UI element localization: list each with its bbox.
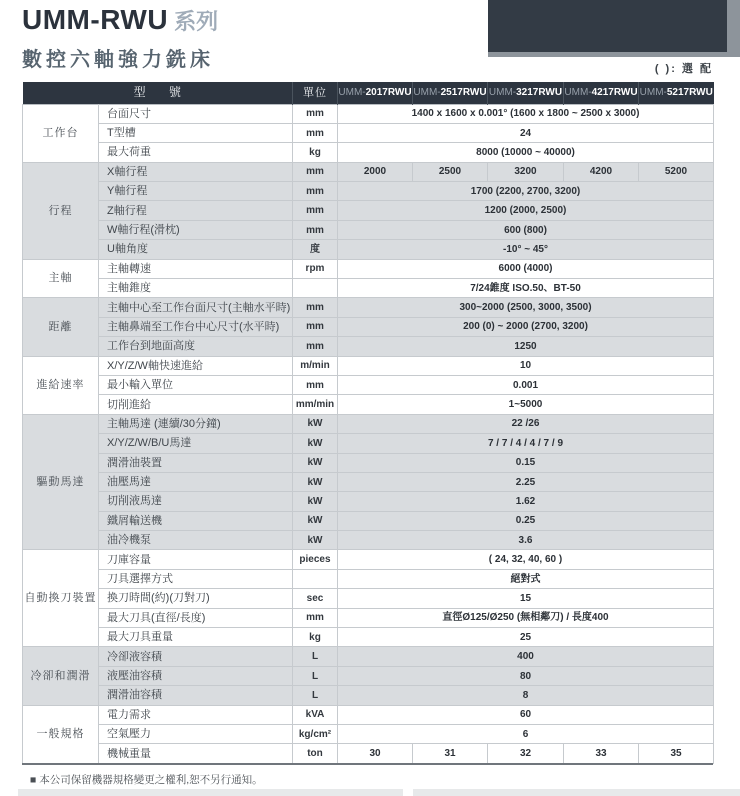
spec-row xyxy=(23,647,714,666)
spec-name-cell: 最小輸入單位 xyxy=(99,375,293,394)
model-column-title: 型 號 xyxy=(23,82,293,104)
unit-cell: kW xyxy=(293,511,338,530)
unit-cell: kg/cm² xyxy=(293,725,338,744)
spec-row xyxy=(23,531,714,550)
spec-name-cell: 電力需求 xyxy=(99,705,293,724)
spec-row xyxy=(23,589,714,608)
value-cell-span: 15 xyxy=(338,589,714,608)
model-prefix: UMM- xyxy=(488,87,517,99)
unit-cell: L xyxy=(293,686,338,705)
spec-name-cell: X/Y/Z/W/B/U馬達 xyxy=(99,434,293,453)
value-cell: 2000 xyxy=(338,162,413,181)
unit-cell: rpm xyxy=(293,259,338,278)
spec-name-cell: 刀庫容量 xyxy=(99,550,293,569)
spec-name-cell: 油壓馬達 xyxy=(99,472,293,491)
spec-name-cell: 空氣壓力 xyxy=(99,725,293,744)
unit-cell: mm xyxy=(293,182,338,201)
group-label-cell: 行程 xyxy=(23,162,99,259)
unit-cell: sec xyxy=(293,589,338,608)
group-label-cell: 工作台 xyxy=(23,104,99,162)
value-cell-span: 1400 x 1600 x 0.001° (1600 x 1800 ~ 2500 x 3000) xyxy=(338,104,714,123)
spec-row xyxy=(23,259,714,278)
spec-name-cell: 液壓油容積 xyxy=(99,666,293,685)
spec-name-cell: 主軸馬達 (連續/30分鐘) xyxy=(99,414,293,433)
group-label-cell: 驅動馬達 xyxy=(23,414,99,550)
unit-cell: mm xyxy=(293,162,338,181)
value-cell-span: 3.6 xyxy=(338,531,714,550)
unit-cell: pieces xyxy=(293,550,338,569)
spec-name-cell: 冷卻液容積 xyxy=(99,647,293,666)
value-cell: 35 xyxy=(639,744,714,763)
group-label-cell: 距離 xyxy=(23,298,99,356)
value-cell-span: -10° ~ 45° xyxy=(338,240,714,259)
unit-cell: kW xyxy=(293,531,338,550)
spec-row xyxy=(23,472,714,491)
spec-name-cell: 主軸轉速 xyxy=(99,259,293,278)
value-cell-span: 600 (800) xyxy=(338,220,714,239)
unit-cell: kW xyxy=(293,434,338,453)
unit-cell: 度 xyxy=(293,240,338,259)
value-cell-span: 8000 (10000 ~ 40000) xyxy=(338,143,714,162)
spec-row xyxy=(23,375,714,394)
value-cell-span: 絕對式 xyxy=(338,569,714,588)
spec-name-cell: 鐵屑輸送機 xyxy=(99,511,293,530)
spec-row xyxy=(23,104,714,123)
bottom-panel-right xyxy=(413,789,740,796)
model-header-cell xyxy=(338,82,413,104)
value-cell: 32 xyxy=(488,744,564,763)
model-prefix: UMM- xyxy=(338,87,366,99)
unit-cell xyxy=(293,279,338,298)
group-label-cell: 進給速率 xyxy=(23,356,99,414)
unit-cell: L xyxy=(293,666,338,685)
value-cell-span: 200 (0) ~ 2000 (2700, 3200) xyxy=(338,317,714,336)
spec-row xyxy=(23,356,714,375)
spec-row xyxy=(23,279,714,298)
spec-name-cell: 主軸鼻端至工作台中心尺寸(水平時) xyxy=(99,317,293,336)
spec-name-cell: Y軸行程 xyxy=(99,182,293,201)
group-label-cell: 主軸 xyxy=(23,259,99,298)
unit-cell: kVA xyxy=(293,705,338,724)
value-cell: 5200 xyxy=(639,162,714,181)
value-cell: 30 xyxy=(338,744,413,763)
model-header-cell xyxy=(639,82,714,104)
unit-cell: kW xyxy=(293,414,338,433)
group-label-cell: 冷卻和潤滑 xyxy=(23,647,99,705)
spec-row xyxy=(23,686,714,705)
value-cell-span: 0.25 xyxy=(338,511,714,530)
spec-row xyxy=(23,725,714,744)
bottom-panel-left xyxy=(18,789,403,796)
unit-cell: kW xyxy=(293,492,338,511)
unit-cell: ton xyxy=(293,744,338,763)
value-cell-span: 24 xyxy=(338,123,714,142)
spec-name-cell: X軸行程 xyxy=(99,162,293,181)
spec-name-cell: X/Y/Z/W軸快速進給 xyxy=(99,356,293,375)
value-cell-span: 1700 (2200, 2700, 3200) xyxy=(338,182,714,201)
unit-cell: mm xyxy=(293,298,338,317)
value-cell-span: 10 xyxy=(338,356,714,375)
value-cell: 3200 xyxy=(488,162,564,181)
spec-row xyxy=(23,337,714,356)
model-header-cell xyxy=(413,82,488,104)
spec-row xyxy=(23,550,714,569)
spec-row xyxy=(23,569,714,588)
spec-row xyxy=(23,298,714,317)
spec-row xyxy=(23,744,714,763)
spec-name-cell: 潤滑油裝置 xyxy=(99,453,293,472)
spec-row xyxy=(23,240,714,259)
unit-cell: kW xyxy=(293,472,338,491)
spec-row xyxy=(23,511,714,530)
spec-row xyxy=(23,453,714,472)
spec-row xyxy=(23,492,714,511)
value-cell-span: 直徑Ø125/Ø250 (無相鄰刀) / 長度400 xyxy=(338,608,714,627)
unit-cell: mm xyxy=(293,375,338,394)
spec-name-cell: 切削液馬達 xyxy=(99,492,293,511)
unit-cell: mm xyxy=(293,317,338,336)
model-prefix: UMM- xyxy=(564,87,592,99)
spec-row xyxy=(23,143,714,162)
table-header-row xyxy=(23,82,714,104)
value-cell-span: 7 / 7 / 4 / 4 / 7 / 9 xyxy=(338,434,714,453)
spec-name-cell: 主軸錐度 xyxy=(99,279,293,298)
value-cell-span: 400 xyxy=(338,647,714,666)
model-number: 2017RWU xyxy=(365,87,412,99)
spec-name-cell: 最大刀具(直徑/長度) xyxy=(99,608,293,627)
model-number: 4217RWU xyxy=(591,87,638,99)
unit-cell: kg xyxy=(293,628,338,647)
model-header-cell xyxy=(564,82,639,104)
spec-name-cell: 刀具選擇方式 xyxy=(99,569,293,588)
model-number: 5217RWU xyxy=(666,87,713,99)
table-bottom-rule xyxy=(22,763,713,765)
spec-row xyxy=(23,705,714,724)
spec-name-cell: 最大刀具重量 xyxy=(99,628,293,647)
unit-cell: mm xyxy=(293,104,338,123)
spec-name-cell: 工作台到地面高度 xyxy=(99,337,293,356)
value-cell-span: 1.62 xyxy=(338,492,714,511)
unit-cell: mm/min xyxy=(293,395,338,414)
value-cell-span: 80 xyxy=(338,666,714,685)
spec-row xyxy=(23,220,714,239)
value-cell: 31 xyxy=(413,744,488,763)
series-suffix: 系列 xyxy=(174,9,219,34)
spec-name-cell: 潤滑油容積 xyxy=(99,686,293,705)
value-cell: 33 xyxy=(564,744,639,763)
spec-row xyxy=(23,666,714,685)
value-cell-span: 7/24錐度 ISO.50、BT-50 xyxy=(338,279,714,298)
unit-cell: L xyxy=(293,647,338,666)
model-prefix: UMM- xyxy=(413,87,441,99)
model-header-cell xyxy=(488,82,564,104)
unit-cell: mm xyxy=(293,608,338,627)
spec-row xyxy=(23,123,714,142)
spec-row xyxy=(23,162,714,181)
value-cell-span: 6000 (4000) xyxy=(338,259,714,278)
value-cell: 4200 xyxy=(564,162,639,181)
value-cell-span: 25 xyxy=(338,628,714,647)
model-number: 3217RWU xyxy=(516,87,563,99)
value-cell: 2500 xyxy=(413,162,488,181)
unit-cell: mm xyxy=(293,337,338,356)
value-cell-span: 1~5000 xyxy=(338,395,714,414)
corner-decoration-dark xyxy=(488,0,727,52)
spec-name-cell: T型槽 xyxy=(99,123,293,142)
spec-name-cell: 主軸中心至工作台面尺寸(主軸水平時) xyxy=(99,298,293,317)
spec-row xyxy=(23,608,714,627)
value-cell-span: ( 24, 32, 40, 60 ) xyxy=(338,550,714,569)
spec-name-cell: 換刀時間(約)(刀對刀) xyxy=(99,589,293,608)
value-cell-span: 6 xyxy=(338,725,714,744)
spec-name-cell: W軸行程(滑枕) xyxy=(99,220,293,239)
unit-cell: m/min xyxy=(293,356,338,375)
spec-name-cell: 台面尺寸 xyxy=(99,104,293,123)
corner-decoration-gray xyxy=(488,0,740,57)
value-cell-span: 60 xyxy=(338,705,714,724)
value-cell-span: 2.25 xyxy=(338,472,714,491)
unit-cell: mm xyxy=(293,220,338,239)
unit-cell: kW xyxy=(293,453,338,472)
spec-name-cell: Z軸行程 xyxy=(99,201,293,220)
unit-cell: kg xyxy=(293,143,338,162)
unit-column-title: 單位 xyxy=(293,82,338,104)
spec-name-cell: 切削進給 xyxy=(99,395,293,414)
model-prefix: UMM- xyxy=(639,87,667,99)
unit-cell: mm xyxy=(293,201,338,220)
unit-cell: mm xyxy=(293,123,338,142)
value-cell-span: 300~2000 (2500, 3000, 3500) xyxy=(338,298,714,317)
value-cell-span: 0.001 xyxy=(338,375,714,394)
disclaimer-note: ■ 本公司保留機器規格變更之權利,恕不另行通知。 xyxy=(30,774,263,786)
value-cell-span: 1250 xyxy=(338,337,714,356)
model-number: 2517RWU xyxy=(440,87,487,99)
spec-name-cell: U軸角度 xyxy=(99,240,293,259)
group-label-cell: 一般規格 xyxy=(23,705,99,763)
spec-row xyxy=(23,201,714,220)
value-cell-span: 0.15 xyxy=(338,453,714,472)
spec-row xyxy=(23,414,714,433)
spec-row xyxy=(23,434,714,453)
spec-name-cell: 最大荷重 xyxy=(99,143,293,162)
spec-row xyxy=(23,317,714,336)
spec-name-cell: 油冷機泵 xyxy=(99,531,293,550)
option-legend: ( ): 選 配 xyxy=(654,63,713,75)
value-cell-span: 22 /26 xyxy=(338,414,714,433)
spec-name-cell: 機械重量 xyxy=(99,744,293,763)
spec-row xyxy=(23,628,714,647)
unit-cell xyxy=(293,569,338,588)
spec-row xyxy=(23,395,714,414)
value-cell-span: 8 xyxy=(338,686,714,705)
specification-table xyxy=(22,82,714,764)
spec-row xyxy=(23,182,714,201)
machine-subtitle: 數控六軸強力銑床 xyxy=(22,49,214,71)
group-label-cell: 自動換刀裝置 xyxy=(23,550,99,647)
series-title: UMM-RWU xyxy=(22,4,169,35)
value-cell-span: 1200 (2000, 2500) xyxy=(338,201,714,220)
